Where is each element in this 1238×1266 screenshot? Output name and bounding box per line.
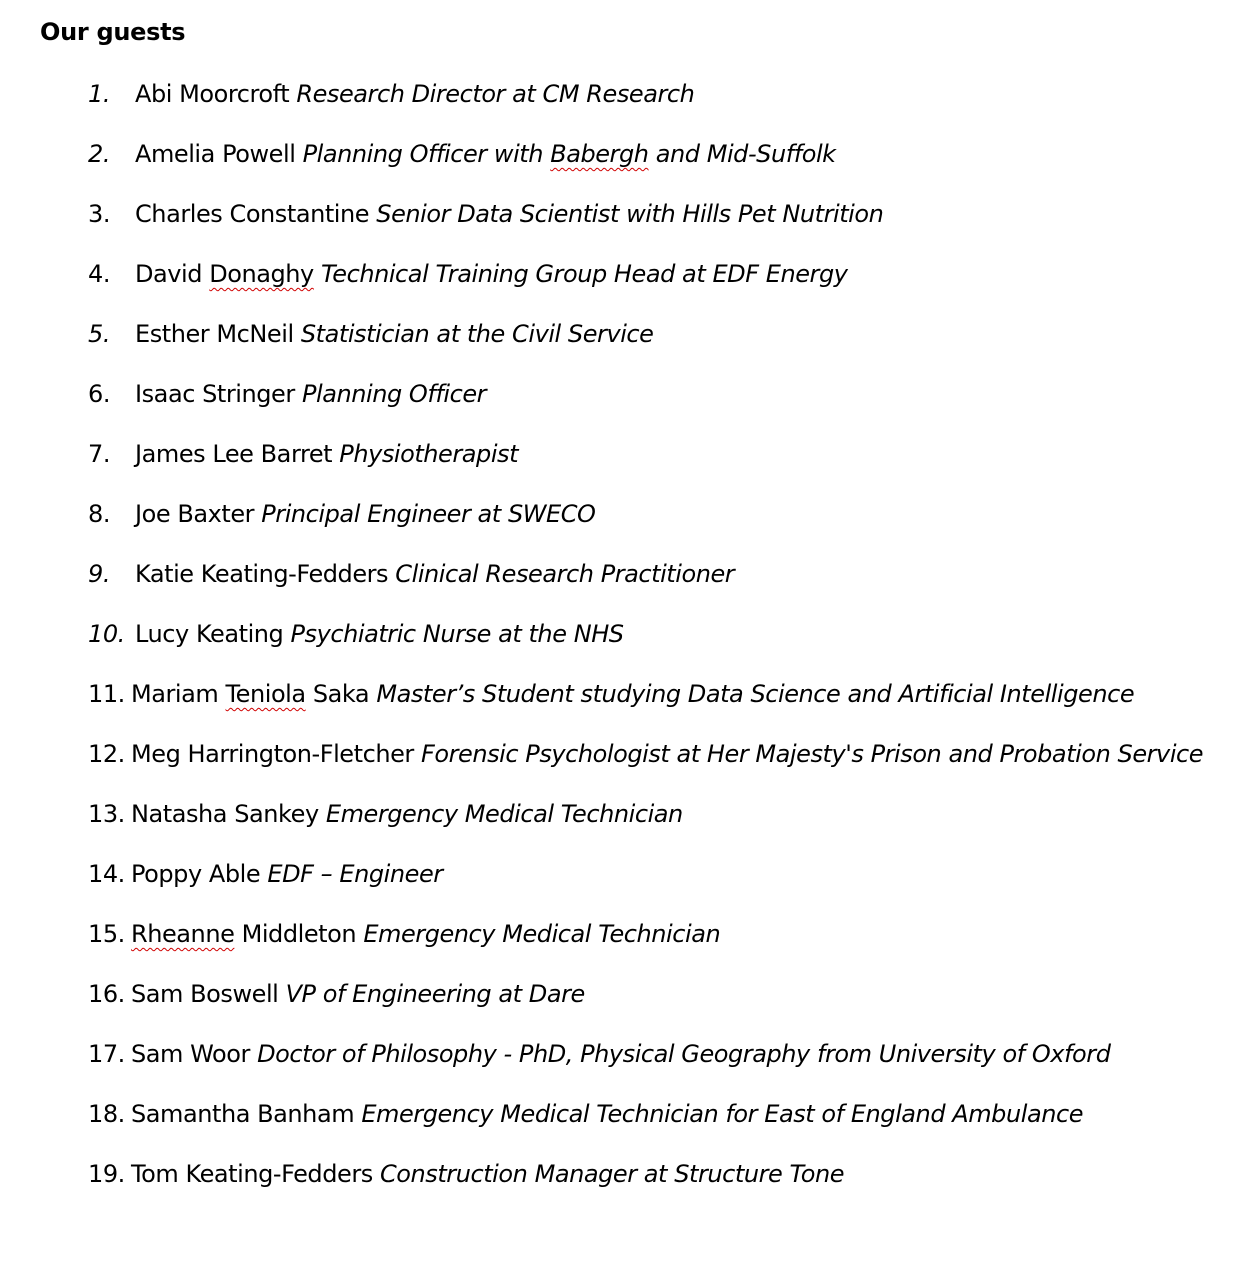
list-number: 13. xyxy=(88,800,125,828)
list-number: 1. xyxy=(88,80,110,108)
guest-role: Senior Data Scientist with Hills Pet Nutrition xyxy=(376,200,884,228)
list-item xyxy=(88,1038,1110,1070)
list-item xyxy=(88,918,720,950)
guest-name xyxy=(135,260,314,288)
guest-role: Clinical Research Practitioner xyxy=(395,560,735,588)
guest-role: Research Director at CM Research xyxy=(296,80,695,108)
list-item xyxy=(88,198,883,230)
list-number: 6. xyxy=(88,380,110,408)
guest-name: Charles Constantine xyxy=(135,200,370,228)
guest-name: Sam Woor xyxy=(131,1040,250,1068)
guest-name: Abi Moorcroft xyxy=(135,80,290,108)
list-number: 4. xyxy=(88,260,110,288)
guest-name: Tom Keating-Fedders xyxy=(131,1160,373,1188)
guest-name: Sam Boswell xyxy=(131,980,279,1008)
list-item xyxy=(88,618,624,650)
list-item xyxy=(88,378,486,410)
list-number: 7. xyxy=(88,440,110,468)
list-item xyxy=(88,498,595,530)
list-item xyxy=(88,798,683,830)
list-item xyxy=(88,258,847,290)
list-item xyxy=(88,438,518,470)
list-item xyxy=(88,318,654,350)
list-item xyxy=(88,78,694,110)
list-item xyxy=(88,1098,1083,1130)
spelling-flagged-word[interactable]: Teniola xyxy=(225,680,306,708)
guest-role: Construction Manager at Structure Tone xyxy=(379,1160,845,1188)
guest-name: Lucy Keating xyxy=(135,620,284,648)
list-number: 8. xyxy=(88,500,110,528)
guest-role: EDF – Engineer xyxy=(267,860,443,888)
guest-role-text: Planning Officer with xyxy=(302,140,551,168)
guest-name: Esther McNeil xyxy=(135,320,294,348)
guest-role: Doctor of Philosophy - PhD, Physical Geography from University of Oxford xyxy=(257,1040,1111,1068)
guest-name-text: Mariam xyxy=(131,680,226,708)
list-number: 11. xyxy=(88,680,125,708)
list-item xyxy=(88,138,836,170)
list-number: 17. xyxy=(88,1040,125,1068)
guest-role: Physiotherapist xyxy=(339,440,519,468)
guest-name: Natasha Sankey xyxy=(131,800,319,828)
page-title: Our guests xyxy=(40,18,186,46)
guest-name: Katie Keating-Fedders xyxy=(135,560,389,588)
list-item xyxy=(88,738,1203,770)
spelling-flagged-word[interactable]: Donaghy xyxy=(209,260,314,288)
spelling-flagged-word[interactable]: Babergh xyxy=(550,140,649,168)
guest-role: Emergency Medical Technician xyxy=(325,800,683,828)
list-item xyxy=(88,858,443,890)
guest-role: Psychiatric Nurse at the NHS xyxy=(290,620,624,648)
guest-name: James Lee Barret xyxy=(135,440,333,468)
guest-name-text: Saka xyxy=(305,680,370,708)
list-number: 16. xyxy=(88,980,125,1008)
guest-name: Joe Baxter xyxy=(135,500,255,528)
guest-role: Emergency Medical Technician for East of England Ambulance xyxy=(361,1100,1084,1128)
list-number: 3. xyxy=(88,200,110,228)
guest-name: Amelia Powell xyxy=(135,140,296,168)
guest-role: Master’s Student studying Data Science and Artificial Intelligence xyxy=(376,680,1135,708)
guest-role: Statistician at the Civil Service xyxy=(300,320,654,348)
guest-role-text: and Mid-Suffolk xyxy=(648,140,836,168)
list-number: 10. xyxy=(88,620,125,648)
guest-name: Poppy Able xyxy=(131,860,261,888)
guest-name: Samantha Banham xyxy=(131,1100,355,1128)
list-number: 2. xyxy=(88,140,110,168)
guest-role: Forensic Psychologist at Her Majesty's Prison and Probation Service xyxy=(421,740,1204,768)
list-number: 12. xyxy=(88,740,125,768)
guest-name: Isaac Stringer xyxy=(135,380,295,408)
list-number: 19. xyxy=(88,1160,125,1188)
guest-name-text: Middleton xyxy=(234,920,357,948)
spelling-flagged-word[interactable]: Rheanne xyxy=(131,920,235,948)
list-number: 5. xyxy=(88,320,110,348)
guest-role: Principal Engineer at SWECO xyxy=(261,500,596,528)
list-number: 15. xyxy=(88,920,125,948)
guest-name xyxy=(131,920,356,948)
guest-role: Emergency Medical Technician xyxy=(363,920,721,948)
list-number: 9. xyxy=(88,560,110,588)
guest-role: VP of Engineering at Dare xyxy=(285,980,585,1008)
list-item xyxy=(88,978,585,1010)
list-number: 18. xyxy=(88,1100,125,1128)
list-item xyxy=(88,1158,844,1190)
guest-name: Meg Harrington-Fletcher xyxy=(131,740,414,768)
guest-name xyxy=(131,680,369,708)
guest-role xyxy=(303,140,836,168)
guest-name-text: David xyxy=(135,260,210,288)
list-number: 14. xyxy=(88,860,125,888)
guest-role: Planning Officer xyxy=(301,380,487,408)
list-item xyxy=(88,678,1134,710)
list-item xyxy=(88,558,734,590)
guest-role: Technical Training Group Head at EDF Energy xyxy=(321,260,848,288)
